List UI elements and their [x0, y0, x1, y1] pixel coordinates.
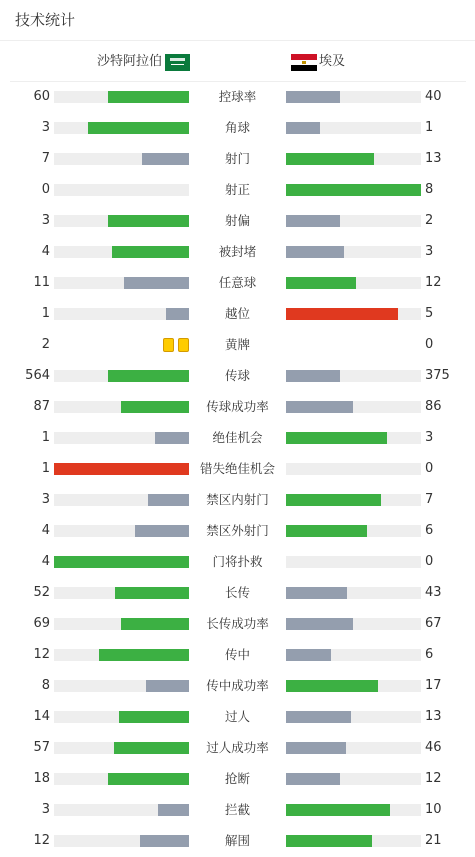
stat-row — [0, 423, 475, 454]
away-value: 0 — [425, 461, 434, 476]
away-value: 8 — [425, 182, 434, 197]
home-value: 52 — [33, 585, 50, 600]
away-value: 86 — [425, 399, 442, 414]
home-bar-track — [54, 649, 189, 661]
away-bar-track — [286, 370, 421, 382]
home-bar-track — [54, 308, 189, 320]
away-bar-fill — [286, 277, 356, 289]
away-value: 40 — [425, 89, 442, 104]
yellow-card-icon — [163, 338, 174, 352]
stat-label: 禁区内射门 — [206, 492, 269, 507]
away-bar-track — [286, 308, 421, 320]
home-value: 12 — [33, 647, 50, 662]
home-bar-track — [54, 587, 189, 599]
away-bar-track — [286, 525, 421, 537]
away-bar-track — [286, 587, 421, 599]
stat-label: 传中成功率 — [206, 678, 269, 693]
away-value: 0 — [425, 554, 434, 569]
home-bar-fill — [54, 556, 189, 568]
home-bar-fill — [140, 835, 189, 847]
away-bar-track — [286, 246, 421, 258]
stat-row — [0, 175, 475, 206]
away-bar-fill — [286, 742, 346, 754]
away-value: 3 — [425, 244, 434, 259]
stat-row — [0, 702, 475, 733]
home-bar-track — [54, 91, 189, 103]
home-value: 12 — [33, 833, 50, 848]
home-bar-fill — [108, 370, 189, 382]
away-bar-fill — [286, 680, 378, 692]
away-bar-fill — [286, 246, 344, 258]
stat-row — [0, 485, 475, 516]
away-bar-fill — [286, 525, 367, 537]
away-value: 13 — [425, 151, 442, 166]
egypt-flag-icon — [291, 54, 317, 71]
away-bar-track — [286, 91, 421, 103]
stat-row — [0, 795, 475, 826]
home-bar-fill — [119, 711, 189, 723]
home-value: 3 — [41, 120, 50, 135]
home-bar-fill — [121, 401, 189, 413]
home-value: 8 — [41, 678, 50, 693]
stat-row — [0, 609, 475, 640]
home-bar-track — [54, 277, 189, 289]
away-value: 12 — [425, 275, 442, 290]
away-bar-fill — [286, 308, 398, 320]
home-bar-track — [54, 122, 189, 134]
away-value: 6 — [425, 647, 434, 662]
home-value: 4 — [41, 523, 50, 538]
away-bar-track — [286, 556, 421, 568]
away-value: 7 — [425, 492, 434, 507]
home-bar-fill — [99, 649, 189, 661]
home-bar-track — [54, 370, 189, 382]
stat-row — [0, 206, 475, 237]
home-value: 60 — [33, 89, 50, 104]
away-bar-fill — [286, 835, 372, 847]
stat-row — [0, 826, 475, 857]
stat-label: 射偏 — [224, 213, 250, 228]
away-bar-track — [286, 215, 421, 227]
stat-label: 黄牌 — [224, 337, 250, 352]
saudi-arabia-flag-icon — [165, 54, 190, 71]
home-bar-track — [54, 525, 189, 537]
stat-label: 长传成功率 — [206, 616, 269, 631]
home-bar-track — [54, 246, 189, 258]
away-bar-track — [286, 680, 421, 692]
yellow-card-icon — [178, 338, 189, 352]
home-bar-fill — [88, 122, 189, 134]
home-bar-fill — [148, 494, 189, 506]
away-value: 6 — [425, 523, 434, 538]
home-bar-fill — [135, 525, 189, 537]
away-value: 3 — [425, 430, 434, 445]
home-value: 3 — [41, 213, 50, 228]
away-bar-fill — [286, 804, 390, 816]
home-bar-fill — [142, 153, 189, 165]
home-bar-track — [54, 835, 189, 847]
home-bar-track — [54, 494, 189, 506]
stat-row — [0, 578, 475, 609]
home-bar-fill — [166, 308, 189, 320]
stat-row — [0, 516, 475, 547]
away-value: 13 — [425, 709, 442, 724]
home-value: 69 — [33, 616, 50, 631]
stat-label: 长传 — [224, 585, 250, 600]
away-bar-fill — [286, 91, 340, 103]
home-bar-track — [54, 463, 189, 475]
home-value: 4 — [41, 554, 50, 569]
away-bar-track — [286, 711, 421, 723]
stat-row — [0, 392, 475, 423]
home-bar-track — [54, 680, 189, 692]
home-bar-fill — [108, 773, 189, 785]
stat-label: 绝佳机会 — [212, 430, 263, 445]
home-bar-track — [54, 742, 189, 754]
home-bar-fill — [124, 277, 189, 289]
away-team-name: 埃及 — [319, 54, 346, 69]
away-team — [291, 52, 345, 72]
home-value: 87 — [33, 399, 50, 414]
away-bar-fill — [286, 618, 353, 630]
home-bar-track — [54, 618, 189, 630]
away-value: 43 — [425, 585, 442, 600]
home-value: 564 — [25, 368, 50, 383]
home-value: 11 — [33, 275, 50, 290]
away-bar-track — [286, 494, 421, 506]
stat-row — [0, 82, 475, 113]
away-value: 17 — [425, 678, 442, 693]
away-value: 10 — [425, 802, 442, 817]
away-bar-track — [286, 835, 421, 847]
away-value: 375 — [425, 368, 450, 383]
home-value: 1 — [41, 306, 50, 321]
home-value: 2 — [41, 337, 50, 352]
home-bar-track — [54, 401, 189, 413]
stat-label: 拦截 — [224, 802, 250, 817]
home-bar-fill — [155, 432, 189, 444]
stat-row — [0, 454, 475, 485]
away-value: 5 — [425, 306, 434, 321]
away-bar-fill — [286, 122, 320, 134]
away-bar-track — [286, 401, 421, 413]
stat-label: 角球 — [224, 120, 250, 135]
away-bar-track — [286, 184, 421, 196]
away-bar-track — [286, 432, 421, 444]
away-bar-fill — [286, 587, 347, 599]
away-bar-track — [286, 742, 421, 754]
away-bar-fill — [286, 370, 340, 382]
away-bar-track — [286, 649, 421, 661]
stat-label: 过人成功率 — [206, 740, 269, 755]
stat-label: 过人 — [224, 709, 250, 724]
stat-label: 传球成功率 — [206, 399, 269, 414]
stat-row — [0, 330, 475, 361]
teams-header — [10, 41, 466, 82]
away-value: 46 — [425, 740, 442, 755]
stat-row — [0, 299, 475, 330]
home-bar-track — [54, 711, 189, 723]
away-bar-fill — [286, 401, 353, 413]
away-bar-fill — [286, 432, 387, 444]
home-bar-fill — [115, 587, 189, 599]
stat-row — [0, 144, 475, 175]
away-bar-fill — [286, 494, 381, 506]
away-bar-track — [286, 773, 421, 785]
home-bar-track — [54, 215, 189, 227]
stat-row — [0, 764, 475, 795]
home-bar-track — [54, 556, 189, 568]
away-value: 0 — [425, 337, 434, 352]
home-bar-track — [54, 773, 189, 785]
home-bar-track — [54, 153, 189, 165]
home-bar-fill — [108, 91, 189, 103]
stat-label: 传中 — [224, 647, 250, 662]
home-bar-fill — [108, 215, 189, 227]
home-value: 3 — [41, 802, 50, 817]
stat-row — [0, 547, 475, 578]
away-bar-fill — [286, 215, 340, 227]
stat-label: 控球率 — [218, 89, 257, 104]
home-bar-fill — [158, 804, 189, 816]
home-value: 4 — [41, 244, 50, 259]
stat-label: 错失绝佳机会 — [199, 461, 275, 476]
stat-label: 越位 — [224, 306, 250, 321]
away-bar-track — [286, 618, 421, 630]
away-value: 1 — [425, 120, 434, 135]
stat-label: 抢断 — [224, 771, 250, 786]
stat-label: 解围 — [224, 833, 250, 848]
away-value: 21 — [425, 833, 442, 848]
stat-label: 任意球 — [218, 275, 257, 290]
page-title: 技术统计 — [15, 11, 76, 29]
page-header — [0, 0, 475, 41]
home-bar-fill — [146, 680, 189, 692]
home-bar-fill — [114, 742, 189, 754]
home-value: 57 — [33, 740, 50, 755]
away-bar-track — [286, 804, 421, 816]
home-value: 1 — [41, 430, 50, 445]
away-bar-track — [286, 463, 421, 475]
stat-label: 射正 — [224, 182, 250, 197]
stat-row — [0, 640, 475, 671]
away-value: 12 — [425, 771, 442, 786]
stat-row — [0, 268, 475, 299]
stat-row — [0, 237, 475, 268]
stat-row — [0, 733, 475, 764]
away-bar-track — [286, 153, 421, 165]
stat-row — [0, 113, 475, 144]
away-bar-fill — [286, 184, 421, 196]
home-bar-track — [54, 184, 189, 196]
stat-label: 禁区外射门 — [206, 523, 269, 538]
home-bar-track — [54, 432, 189, 444]
home-bar-fill — [121, 618, 189, 630]
home-yellow-cards — [163, 338, 189, 352]
home-value: 18 — [33, 771, 50, 786]
home-value: 7 — [41, 151, 50, 166]
stat-row — [0, 361, 475, 392]
home-value: 3 — [41, 492, 50, 507]
home-value: 14 — [33, 709, 50, 724]
away-bar-fill — [286, 711, 351, 723]
stat-label: 被封堵 — [218, 244, 257, 259]
home-bar-track — [54, 804, 189, 816]
away-bar-track — [286, 277, 421, 289]
home-bar-fill — [112, 246, 189, 258]
away-bar-track — [286, 122, 421, 134]
stat-label: 射门 — [224, 151, 250, 166]
stat-label: 传球 — [224, 368, 250, 383]
home-team-name: 沙特阿拉伯 — [96, 54, 162, 69]
away-value: 2 — [425, 213, 434, 228]
away-bar-fill — [286, 153, 374, 165]
stat-row — [0, 671, 475, 702]
home-bar-fill — [54, 463, 189, 475]
away-bar-fill — [286, 649, 331, 661]
stat-label: 门将扑救 — [212, 554, 263, 569]
home-team — [97, 52, 190, 72]
away-bar-fill — [286, 773, 340, 785]
away-value: 67 — [425, 616, 442, 631]
home-value: 1 — [41, 461, 50, 476]
home-value: 0 — [41, 182, 50, 197]
